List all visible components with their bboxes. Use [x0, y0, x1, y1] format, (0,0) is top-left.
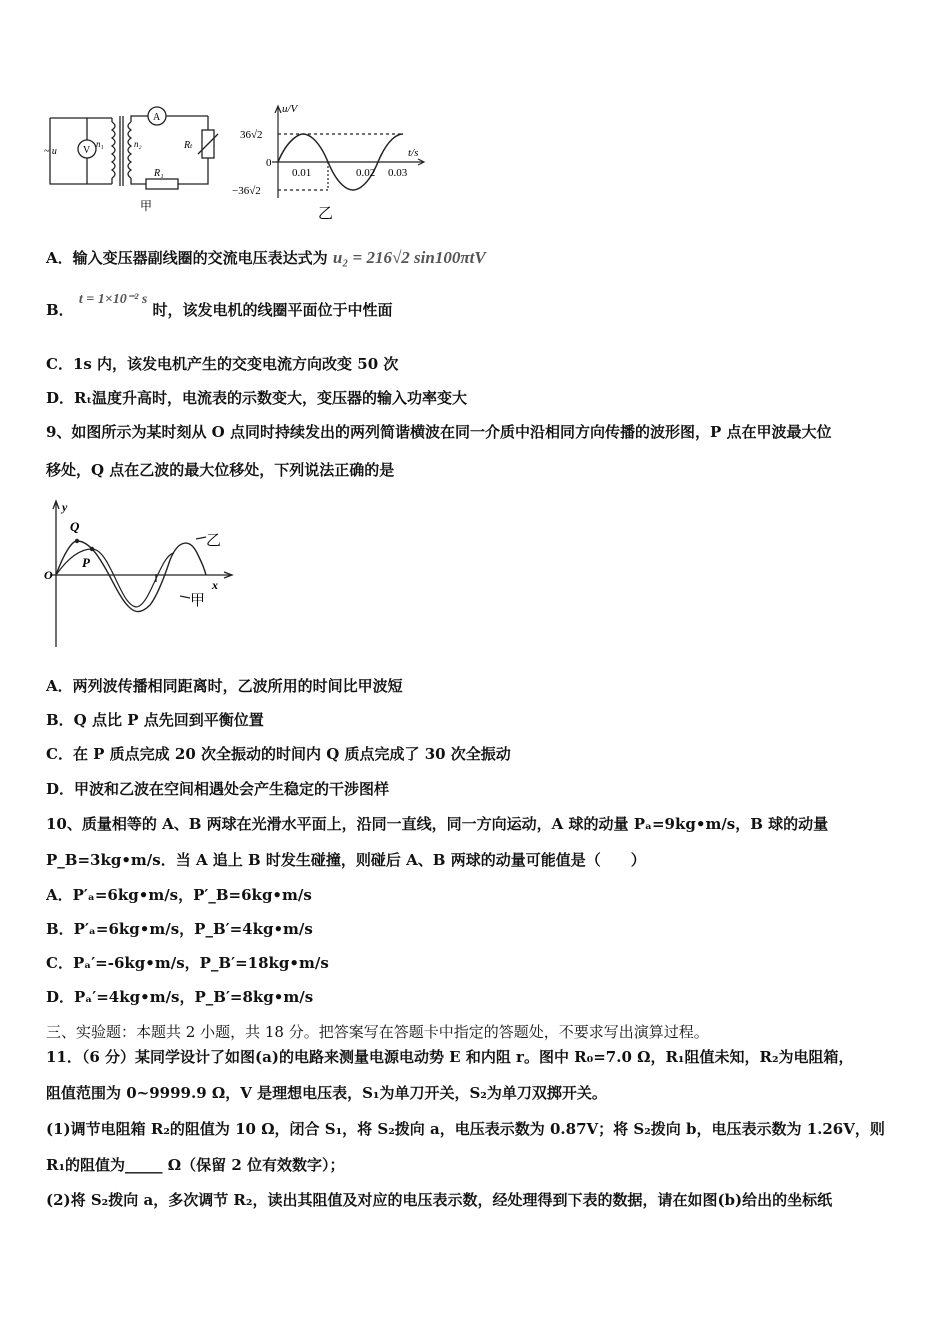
q-point-label: Q [70, 519, 80, 534]
q9-stem-line2: 移处，Q 点在乙波的最大位移处，下列说法正确的是 [46, 461, 395, 479]
q9-option-d: D．甲波和乙波在空间相遇处会产生稳定的干涉图样 [46, 780, 390, 798]
graph-caption: 乙 [318, 206, 334, 222]
ammeter-label: A [153, 112, 161, 123]
q11-line3: (1)调节电阻箱 R₂的阻值为 10 Ω，闭合 S₁，将 S₂拨向 a，电压表示数为 0.87V；将 S₂拨向 b，电压表示数为 1.26V，则 [46, 1120, 885, 1138]
q9-option-c: C．在 P 质点完成 20 次全振动的时间内 Q 质点完成了 30 次全振动 [46, 745, 511, 763]
q11-line5: (2)将 S₂拨向 a，多次调节 R₂，读出其阻值及对应的电压表示数，经处理得到下表的数据，请在如图(b)给出的坐标纸 [46, 1191, 833, 1209]
wave-yi-label: 乙 [206, 533, 222, 549]
x-axis-label: x [212, 578, 218, 592]
t1-tick: 0.01 [292, 167, 312, 179]
q8-option-b-formula: t = 1×10⁻² s [78, 292, 148, 307]
q11-line2: 阻值范围为 0~9999.9 Ω，V 是理想电压表，S₁为单刀开关，S₂为单刀双掷开关。 [46, 1084, 607, 1102]
q9-option-b: B．Q 点比 P 点先回到平衡位置 [46, 711, 264, 729]
q9-stem-line1: 9、如图所示为某时刻从 O 点同时持续发出的两列简谐横波在同一介质中沿相同方向传播的波形图，P 点在甲波最大位 [46, 423, 832, 441]
q8-option-a-text: A．输入变压器副线圈的交流电压表达式为 [46, 249, 328, 267]
x-axis-label: t/s [408, 147, 419, 159]
voltmeter-label: V [83, 145, 91, 156]
circuit-caption: 甲 [140, 199, 153, 213]
q11-line1: 11．（6 分）某同学设计了如图(a)的电路来测量电源电动势 E 和内阻 r。图中 R₀=7.0 Ω，R₁阻值未知，R₂为电阻箱， [46, 1048, 854, 1066]
q10-stem-line1: 10、质量相等的 A、B 两球在光滑水平面上，沿同一直线，同一方向运动，A 球的动量 Pₐ=9kg•m/s，B 球的动量 [46, 815, 829, 833]
origin-label: O [44, 568, 53, 582]
y-axis-label: u/V [282, 103, 298, 115]
source-label: ~ u [44, 146, 57, 157]
q10-option-d: D．Pₐ′=4kg•m/s，P_B′=8kg•m/s [46, 988, 314, 1006]
y-bottom-tick: −36√2 [232, 185, 261, 197]
t2-tick: 0.02 [356, 167, 376, 179]
thermistor-label: Rₜ [184, 140, 193, 151]
section-3-heading: 三、实验题：本题共 2 小题，共 18 分。把答案写在答题卡中指定的答题处，不要求写出演算过程。 [46, 1023, 709, 1041]
q10-option-a: A．P′ₐ=6kg•m/s，P′_B=6kg•m/s [46, 886, 312, 904]
q8-option-a-formula: u₂ = 216√2 sin100πtV [332, 248, 486, 267]
q8-option-b [46, 292, 393, 322]
y-axis-label: y [62, 500, 68, 514]
point-p [90, 547, 94, 551]
q10-option-c: C．Pₐ′=-6kg•m/s，P_B′=18kg•m/s [46, 954, 329, 972]
q8-option-c: C．1s 内，该发电机产生的交变电流方向改变 50 次 [46, 355, 399, 373]
p-point-label: P [82, 555, 90, 570]
two-waves-figure [40, 495, 240, 655]
y-top-tick: 36√2 [240, 129, 263, 141]
q8-option-a [46, 248, 486, 268]
q8-option-d: D．Rₜ温度升高时，电流表的示数变大，变压器的输入功率变大 [46, 389, 468, 407]
voltage-time-graph [228, 98, 428, 223]
q11-line4: R₁的阻值为_____ Ω（保留 2 位有效数字）； [46, 1156, 345, 1174]
q8-option-b-text: 时，该发电机的线圈平面位于中性面 [152, 301, 393, 319]
q10-stem-line2: P_B=3kg•m/s．当 A 追上 B 时发生碰撞，则碰后 A、B 两球的动量可能值是（ ） [46, 851, 646, 869]
n1-label: n₁ [96, 139, 104, 149]
transformer-circuit-figure [40, 100, 230, 220]
q10-option-b: B．P′ₐ=6kg•m/s，P_B′=4kg•m/s [46, 920, 313, 938]
n2-label: n₂ [134, 139, 142, 149]
point-q [75, 539, 79, 543]
q8-option-b-label: B． [46, 301, 74, 319]
q9-option-a: A．两列波传播相同距离时，乙波所用的时间比甲波短 [46, 677, 403, 695]
y-zero-tick: 0 [266, 157, 272, 169]
resistor-label: R₁ [154, 168, 164, 179]
wave-jia-label: 甲 [190, 593, 206, 609]
t3-tick: 0.03 [388, 167, 408, 179]
